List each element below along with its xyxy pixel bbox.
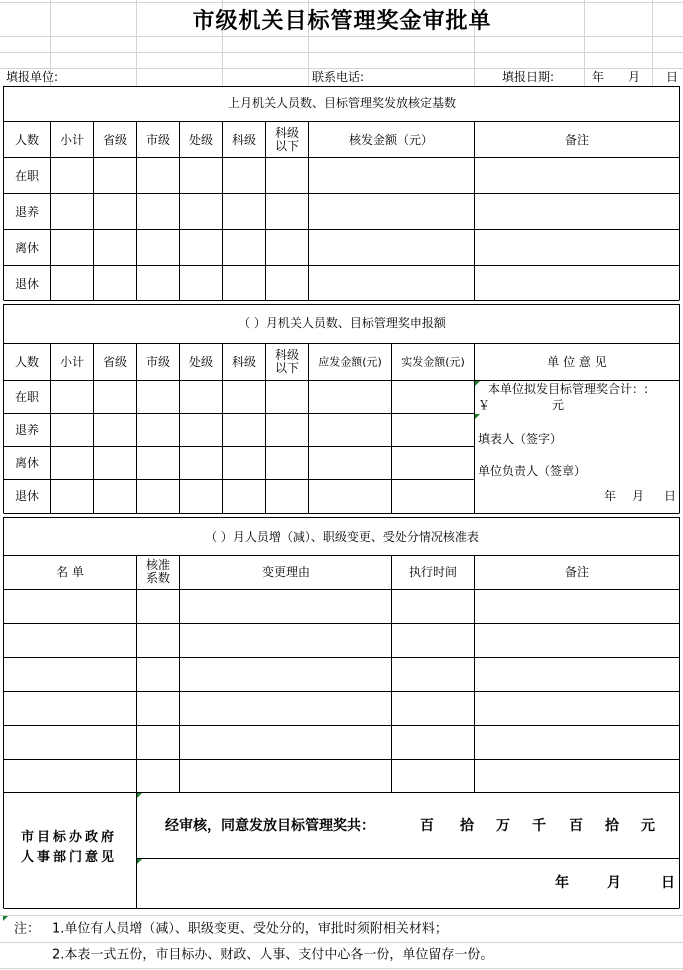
opinion-total-text: 本单位拟发目标管理奖合计：: bbox=[488, 382, 649, 396]
s1-header-division: 处级 bbox=[188, 133, 214, 147]
approval-unit: 元 bbox=[641, 818, 655, 834]
meta-month: 月 bbox=[628, 70, 641, 84]
s2-row-label: 在职 bbox=[14, 390, 40, 404]
s2-header-city: 市级 bbox=[145, 355, 171, 369]
cell-comment-marker bbox=[475, 381, 480, 386]
s2-header-division: 处级 bbox=[188, 355, 214, 369]
s1-header-section: 科级 bbox=[231, 133, 257, 147]
s1-row-label: 离休 bbox=[14, 241, 40, 255]
s2-header-section: 科级 bbox=[231, 355, 257, 369]
approval-text: 经审核，同意发放目标管理奖共： bbox=[165, 818, 375, 834]
opinion-year: 年 bbox=[604, 489, 617, 503]
s1-header-remarks: 备注 bbox=[564, 133, 590, 147]
opinion-yen-sign: ￥ bbox=[478, 398, 491, 412]
s1-header-province: 省级 bbox=[102, 133, 128, 147]
cell-comment-marker bbox=[3, 916, 8, 921]
s3-header-reason: 变更理由 bbox=[261, 565, 311, 579]
section2-heading: （ ）月机关人员数、目标管理奖申报额 bbox=[238, 316, 446, 330]
approval-year: 年 bbox=[555, 875, 569, 891]
s2-header-actual: 实发金额(元) bbox=[401, 355, 465, 369]
approval-unit: 百 bbox=[420, 818, 434, 834]
s2-row-label: 退养 bbox=[14, 423, 40, 437]
meta-day: 日 bbox=[666, 70, 679, 84]
approval-unit: 万 bbox=[496, 818, 510, 834]
approval-unit: 拾 bbox=[605, 818, 619, 834]
s1-row-label: 退养 bbox=[14, 205, 40, 219]
cell-comment-marker bbox=[137, 859, 142, 864]
fill-date-label: 填报日期: bbox=[502, 70, 555, 84]
opinion-day: 日 bbox=[664, 489, 677, 503]
approval-day: 日 bbox=[661, 875, 675, 891]
s2-header-subtotal: 小计 bbox=[59, 355, 85, 369]
fill-unit-label: 填报单位: bbox=[6, 70, 59, 84]
s2-row-label: 退休 bbox=[14, 489, 40, 503]
s1-header-subtotal: 小计 bbox=[59, 133, 85, 147]
s1-row-label: 退休 bbox=[14, 277, 40, 291]
cell-comment-marker bbox=[137, 793, 142, 798]
s3-header-remarks: 备注 bbox=[564, 565, 590, 579]
note-item: 1.单位有人员增（减）、职级变更、受处分的，审批时须附相关材料； bbox=[52, 921, 448, 937]
s1-header-approved-amount: 核发金额（元） bbox=[348, 133, 434, 147]
opinion-yuan: 元 bbox=[552, 398, 565, 412]
opinion-month: 月 bbox=[632, 489, 645, 503]
section3-heading: （ ）月人员增（减）、职级变更、受处分情况核准表 bbox=[205, 530, 479, 544]
phone-label: 联系电话: bbox=[312, 70, 365, 84]
notes-label: 注： bbox=[14, 921, 41, 937]
s2-row-label: 离休 bbox=[14, 456, 40, 470]
meta-year: 年 bbox=[592, 70, 605, 84]
s2-header-payable: 应发金额(元) bbox=[318, 355, 382, 369]
approval-unit: 千 bbox=[532, 818, 546, 834]
approval-dept-label: 市目标办政府 人事部门意见 bbox=[20, 830, 118, 865]
s3-header-name: 名 单 bbox=[56, 565, 84, 579]
opinion-filler-signature: 填表人（签字） bbox=[478, 432, 563, 446]
s2-header-opinion: 单 位 意 见 bbox=[547, 355, 607, 369]
approval-unit: 拾 bbox=[460, 818, 474, 834]
s1-row-label: 在职 bbox=[14, 169, 40, 183]
form-title: 市级机关目标管理奖金审批单 bbox=[192, 9, 492, 34]
s2-header-province: 省级 bbox=[102, 355, 128, 369]
s2-header-people: 人数 bbox=[14, 355, 40, 369]
note-item: 2.本表一式五份，市目标办、财政、人事、支付中心各一份，单位留存一份。 bbox=[52, 947, 494, 963]
cell-comment-marker bbox=[475, 414, 480, 419]
s2-header-below: 科级 以下 bbox=[274, 348, 300, 375]
s3-header-exec-time: 执行时间 bbox=[408, 565, 458, 579]
s1-header-people: 人数 bbox=[14, 133, 40, 147]
s1-header-city: 市级 bbox=[145, 133, 171, 147]
s1-header-below: 科级 以下 bbox=[274, 126, 300, 153]
approval-month: 月 bbox=[607, 875, 621, 891]
approval-unit: 百 bbox=[569, 818, 583, 834]
opinion-leader-seal: 单位负责人（签章） bbox=[478, 464, 587, 478]
section1-heading: 上月机关人员数、目标管理奖发放核定基数 bbox=[227, 96, 457, 110]
s3-header-coefficient: 核准 系数 bbox=[145, 558, 171, 585]
